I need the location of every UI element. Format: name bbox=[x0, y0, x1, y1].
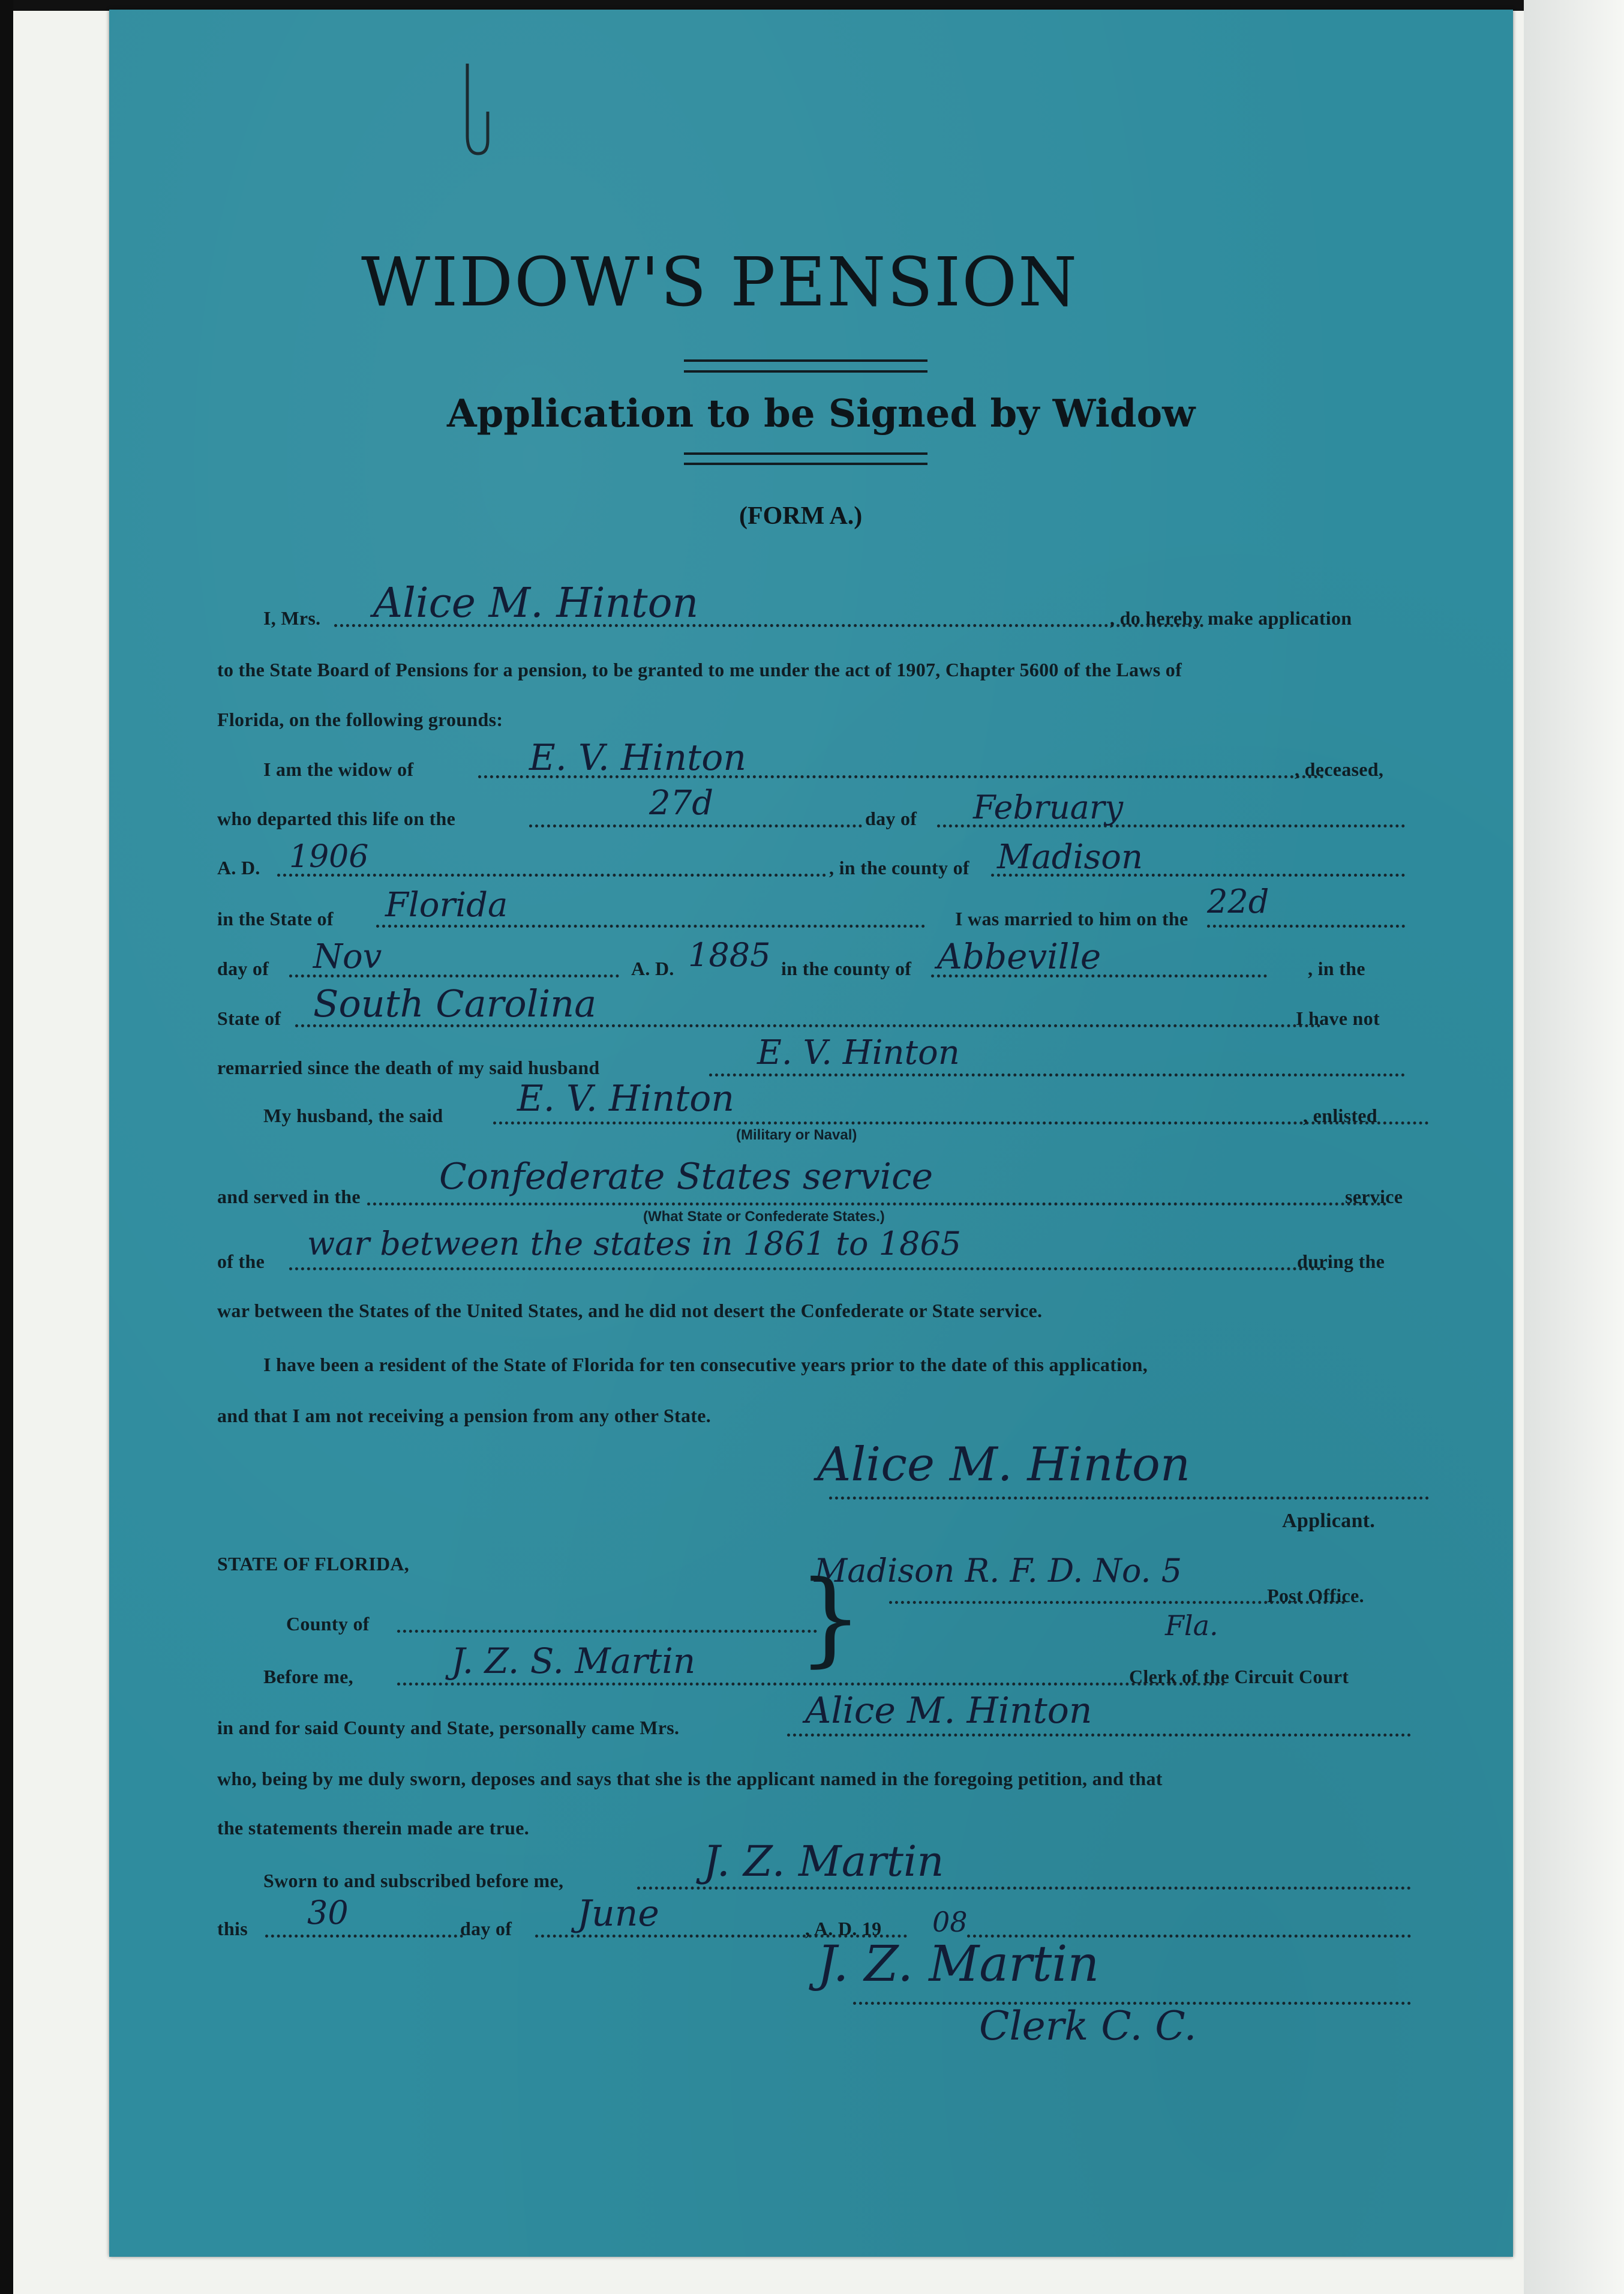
married-ad-label: A. D. bbox=[631, 958, 674, 979]
dotted-field bbox=[637, 1887, 1411, 1890]
married-state-field: South Carolina bbox=[313, 982, 597, 1025]
married-day-field: 22d bbox=[1207, 883, 1269, 920]
dotted-field bbox=[265, 1935, 463, 1938]
sworn-day-of-label: day of bbox=[460, 1918, 512, 1939]
before-me-label: Before me, bbox=[263, 1666, 353, 1687]
war-line: war between the States of the United States, and he did not desert the Confederate or State service. bbox=[217, 1300, 1043, 1321]
sworn-ad-label: , A. D. 19 bbox=[805, 1918, 882, 1939]
sworn-to-label: Sworn to and subscribed before me, bbox=[263, 1870, 564, 1891]
enlisted-husband-field: E. V. Hinton bbox=[517, 1078, 734, 1120]
affiant-name-field: Alice M. Hinton bbox=[805, 1690, 1092, 1732]
dotted-field bbox=[367, 1203, 1387, 1206]
sworn-before-field: J. Z. Martin bbox=[703, 1837, 944, 1886]
county-brace: } bbox=[798, 1559, 863, 1678]
day-of-label: day of bbox=[865, 808, 917, 829]
dotted-field bbox=[529, 824, 862, 827]
state-note: (What State or Confederate States.) bbox=[643, 1209, 885, 1225]
resident-line-2: and that I am not receiving a pension from any other State. bbox=[217, 1405, 712, 1426]
act-line: to the State Board of Pensions for a pension, to be granted to me under the act of 1907, Chapter 5600 of the Laws of bbox=[217, 659, 1182, 680]
state-of-florida: STATE OF FLORIDA, bbox=[217, 1553, 410, 1575]
husband-name-field: E. V. Hinton bbox=[529, 737, 746, 779]
married-month-field: Nov bbox=[313, 937, 382, 976]
service-branch-field: Confederate States service bbox=[439, 1156, 933, 1198]
grounds-line: Florida, on the following grounds: bbox=[217, 709, 503, 730]
applicant-name-field: Alice M. Hinton bbox=[373, 580, 699, 627]
ad-label: A. D. bbox=[217, 857, 260, 878]
document-subtitle: Application to be Signed by Widow bbox=[447, 391, 1196, 436]
clerk-name-field: J. Z. S. Martin bbox=[451, 1641, 696, 1681]
resident-line-1: I have been a resident of the State of Florida for ten consecutive years prior to the date of this application, bbox=[263, 1354, 1148, 1375]
clerk-label: Clerk of the Circuit Court bbox=[1129, 1666, 1349, 1687]
post-office-field: Madison R. F. D. No. 5 bbox=[814, 1552, 1182, 1590]
title-rule bbox=[684, 370, 927, 373]
personally-came-label: in and for said County and State, personally came Mrs. bbox=[217, 1717, 680, 1738]
sworn-line-1: who, being by me duly sworn, deposes and says that she is the applicant named in the foregoing petition, and that bbox=[217, 1768, 1163, 1789]
intro-prefix: I, Mrs. bbox=[263, 607, 321, 629]
state-of-label: State of bbox=[217, 1007, 281, 1029]
deceased-label: , deceased, bbox=[1295, 758, 1384, 780]
subtitle-rule bbox=[684, 452, 927, 455]
sworn-month-field: June bbox=[577, 1893, 659, 1935]
sworn-day-field: 30 bbox=[307, 1894, 349, 1932]
enlisted-label: , enlisted bbox=[1303, 1105, 1377, 1126]
death-year-field: 1906 bbox=[289, 839, 369, 875]
military-note: (Military or Naval) bbox=[736, 1127, 857, 1143]
married-county-field: Abbeville bbox=[937, 936, 1101, 977]
post-office-state-field: Fla. bbox=[1165, 1609, 1218, 1642]
form-label: (FORM A.) bbox=[739, 502, 863, 530]
of-the-label: of the bbox=[217, 1251, 265, 1272]
sworn-line-2: the statements therein made are true. bbox=[217, 1817, 530, 1839]
dotted-field bbox=[709, 1073, 1405, 1076]
dotted-field bbox=[493, 1121, 1429, 1124]
dotted-field bbox=[397, 1683, 1225, 1686]
departed-label: who departed this life on the bbox=[217, 808, 456, 829]
in-the-label: , in the bbox=[1308, 958, 1365, 979]
have-not-label: I have not bbox=[1296, 1007, 1380, 1029]
death-day-field: 27d bbox=[649, 784, 714, 823]
state-label: in the State of bbox=[217, 908, 334, 929]
signature-line bbox=[829, 1497, 1429, 1500]
married-county-label: in the county of bbox=[781, 958, 912, 979]
county-of-label: County of bbox=[286, 1613, 370, 1635]
remarried-husband-field: E. V. Hinton bbox=[757, 1033, 960, 1072]
sworn-year-field: 08 bbox=[932, 1906, 968, 1938]
widow-of-label: I am the widow of bbox=[263, 758, 414, 780]
remarried-label: remarried since the death of my said husband bbox=[217, 1057, 600, 1078]
death-month-field: February bbox=[973, 788, 1124, 826]
scan-background bbox=[1524, 0, 1624, 2294]
dotted-field bbox=[397, 1630, 817, 1633]
paperclip-icon bbox=[460, 64, 491, 160]
death-county-field: Madison bbox=[997, 838, 1143, 877]
dotted-field bbox=[376, 925, 925, 928]
this-label: this bbox=[217, 1918, 248, 1939]
clerk-signature: J. Z. Martin bbox=[817, 1936, 1100, 1993]
served-label: and served in the bbox=[217, 1186, 361, 1207]
county-label: , in the county of bbox=[829, 857, 969, 878]
title-rule bbox=[684, 359, 927, 362]
post-office-label: Post Office. bbox=[1267, 1585, 1364, 1606]
dotted-field bbox=[787, 1734, 1411, 1737]
married-year-field: 1885 bbox=[688, 936, 771, 974]
husband-said-label: My husband, the said bbox=[263, 1105, 443, 1126]
subtitle-rule bbox=[684, 463, 927, 465]
dotted-field bbox=[1207, 925, 1405, 928]
intro-suffix: , do hereby make application bbox=[1110, 607, 1352, 629]
scan-border bbox=[0, 0, 13, 2294]
death-state-field: Florida bbox=[385, 886, 508, 925]
dotted-field bbox=[289, 1267, 1327, 1270]
applicant-label: Applicant. bbox=[1282, 1510, 1376, 1532]
married-label: I was married to him on the bbox=[955, 908, 1188, 929]
service-label: service bbox=[1345, 1186, 1403, 1207]
clerk-title: Clerk C. C. bbox=[979, 2003, 1197, 2049]
married-day-of-label: day of bbox=[217, 958, 269, 979]
during-the-label: during the bbox=[1297, 1251, 1385, 1272]
document-title: WIDOW'S PENSION bbox=[361, 244, 1079, 322]
war-period-field: war between the states in 1861 to 1865 bbox=[307, 1225, 962, 1263]
applicant-signature: Alice M. Hinton bbox=[817, 1438, 1191, 1492]
pension-form-sheet bbox=[109, 10, 1513, 2257]
